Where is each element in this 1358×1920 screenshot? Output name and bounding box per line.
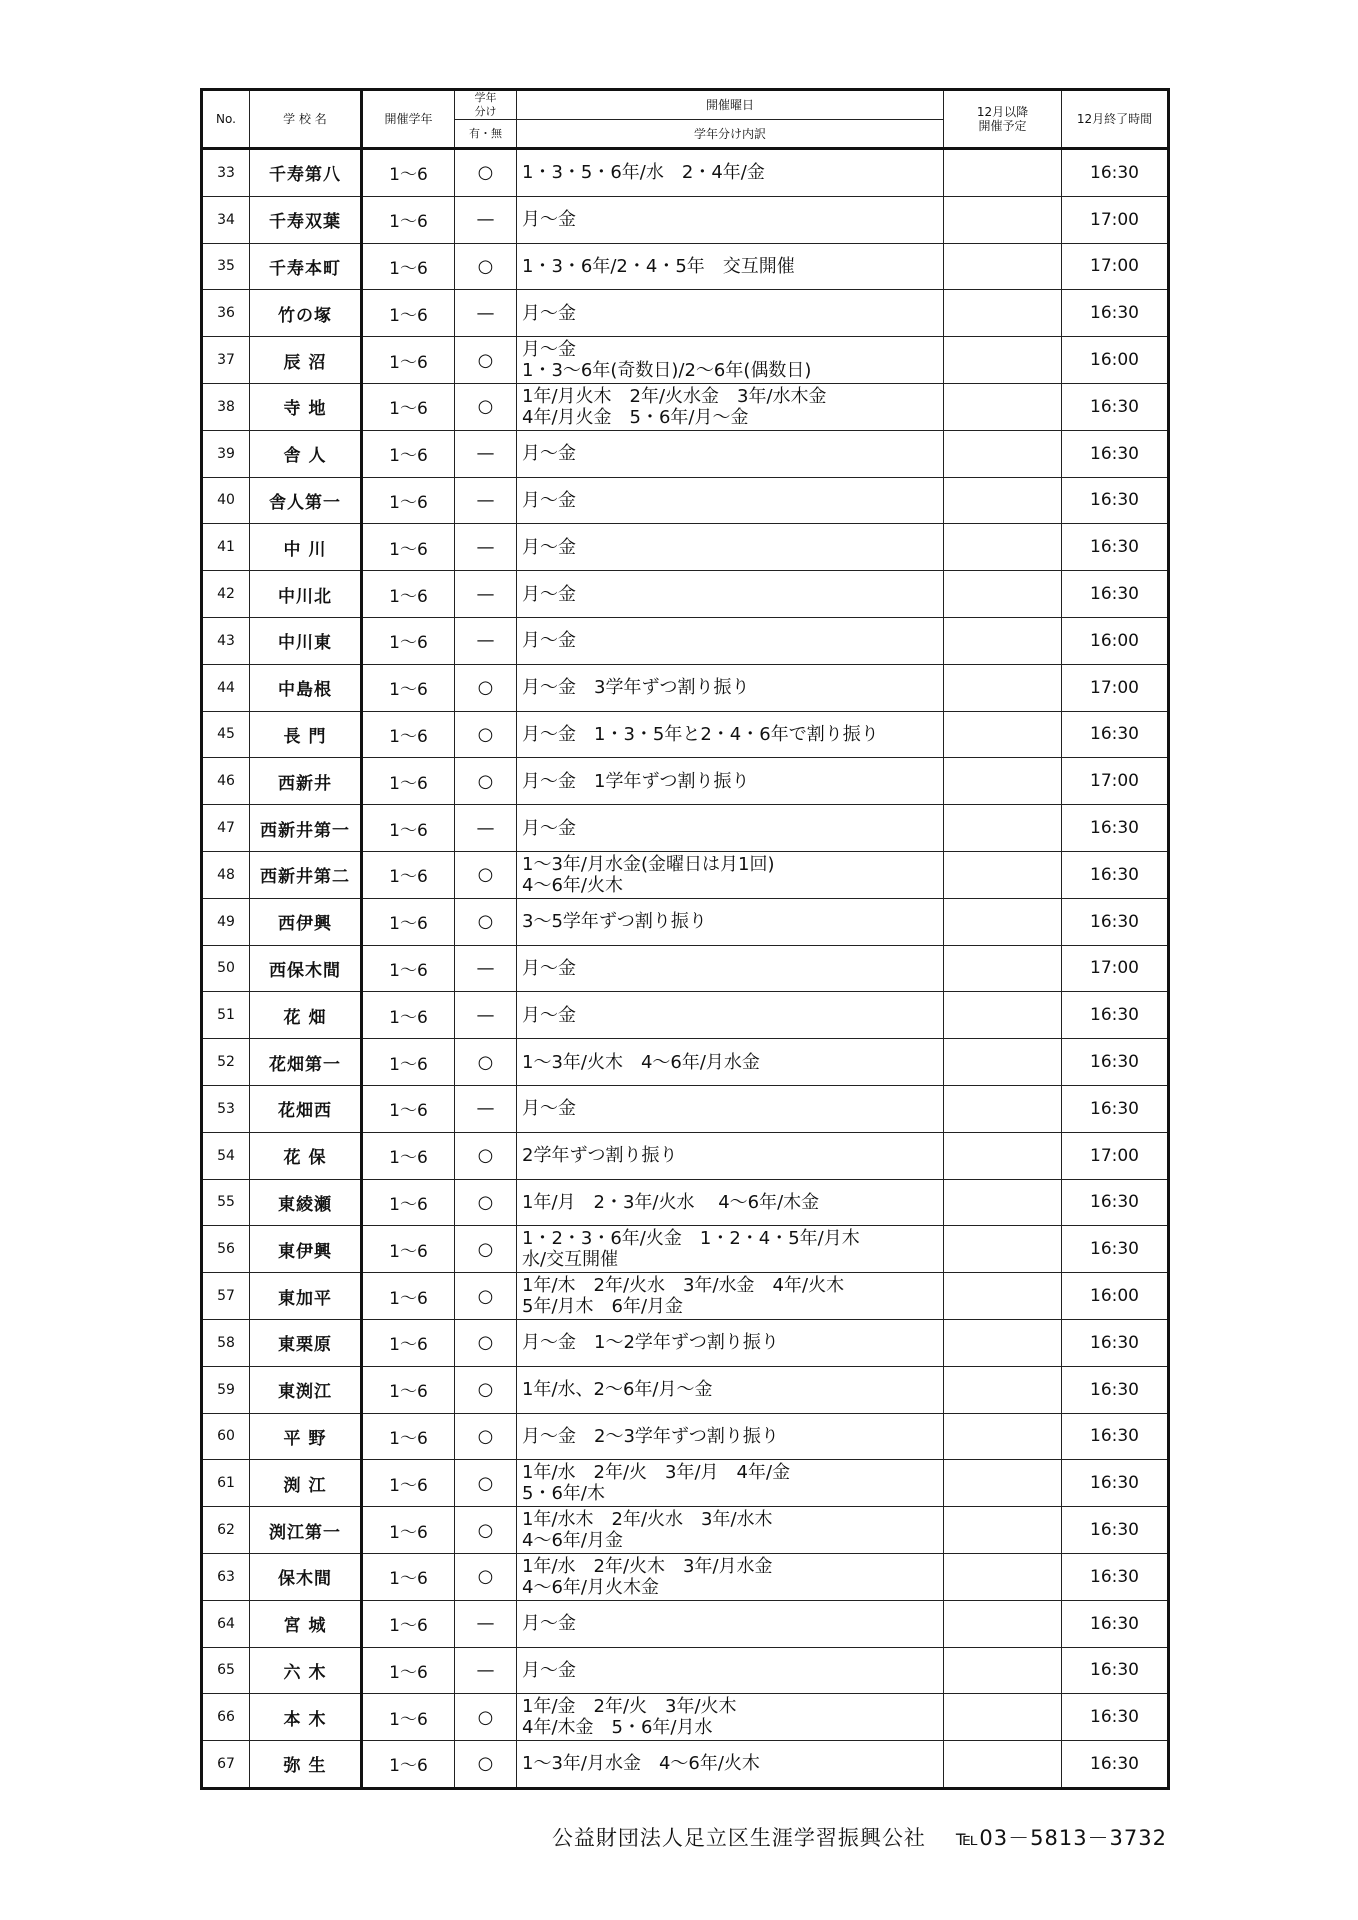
row-grades: 1～6 — [362, 1226, 455, 1273]
row-detail: 月～金 2～3学年ずつ割り振り — [517, 1413, 944, 1460]
row-split: ○ — [455, 711, 517, 758]
row-school: 竹の塚 — [250, 290, 362, 337]
row-split: — — [455, 805, 517, 852]
row-split: — — [455, 1647, 517, 1694]
row-no: 46 — [202, 758, 250, 805]
row-school: 中川東 — [250, 617, 362, 664]
row-split: ○ — [455, 1507, 517, 1554]
table-row — [202, 1226, 1169, 1273]
row-no: 39 — [202, 430, 250, 477]
row-split: ○ — [455, 1694, 517, 1741]
row-no: 38 — [202, 383, 250, 430]
row-time: 16:30 — [1062, 1647, 1169, 1694]
row-time: 17:00 — [1062, 196, 1169, 243]
row-grades: 1～6 — [362, 524, 455, 571]
row-split: — — [455, 617, 517, 664]
row-plan — [944, 1553, 1062, 1600]
row-school: 千寿第八 — [250, 149, 362, 197]
footer-tel: ℡03－5813－3732 — [955, 1826, 1167, 1850]
row-no: 65 — [202, 1647, 250, 1694]
table-row — [202, 945, 1169, 992]
row-split: ○ — [455, 898, 517, 945]
row-split: — — [455, 290, 517, 337]
row-grades: 1～6 — [362, 711, 455, 758]
row-school: 西伊興 — [250, 898, 362, 945]
row-time: 16:30 — [1062, 1460, 1169, 1507]
row-plan — [944, 1226, 1062, 1273]
row-plan — [944, 1694, 1062, 1741]
row-detail: 1年/月 2・3年/火水 4～6年/木金 — [517, 1179, 944, 1226]
row-plan — [944, 383, 1062, 430]
row-grades: 1～6 — [362, 1694, 455, 1741]
row-no: 52 — [202, 1039, 250, 1086]
row-split: — — [455, 945, 517, 992]
row-plan — [944, 1413, 1062, 1460]
row-detail: 1～3年/月水金 4～6年/火木 — [517, 1741, 944, 1789]
row-grades: 1～6 — [362, 945, 455, 992]
row-no: 44 — [202, 664, 250, 711]
row-plan — [944, 1179, 1062, 1226]
row-grades: 1～6 — [362, 571, 455, 618]
row-school: 千寿本町 — [250, 243, 362, 290]
row-detail: 月～金 1～2学年ずつ割り振り — [517, 1319, 944, 1366]
row-plan — [944, 758, 1062, 805]
row-school: 東加平 — [250, 1273, 362, 1320]
row-no: 61 — [202, 1460, 250, 1507]
row-detail: 1年/金 2年/火 3年/火木 4年/木金 5・6年/月水 — [517, 1694, 944, 1741]
footer-organization: 公益財団法人足立区生涯学習振興公社 — [551, 1826, 926, 1850]
table-row — [202, 1132, 1169, 1179]
row-split: ○ — [455, 1273, 517, 1320]
row-no: 37 — [202, 337, 250, 384]
row-time: 16:30 — [1062, 1413, 1169, 1460]
row-split: ○ — [455, 1319, 517, 1366]
row-no: 50 — [202, 945, 250, 992]
row-time: 16:30 — [1062, 571, 1169, 618]
table-row — [202, 898, 1169, 945]
row-split: ○ — [455, 1366, 517, 1413]
row-time: 16:30 — [1062, 1039, 1169, 1086]
table-body — [202, 149, 1169, 1789]
row-time: 16:00 — [1062, 1273, 1169, 1320]
row-school: 西新井第一 — [250, 805, 362, 852]
row-detail: 1・2・3・6年/火金 1・2・4・5年/月木 水/交互開催 — [517, 1226, 944, 1273]
row-grades: 1～6 — [362, 1507, 455, 1554]
table-row — [202, 1600, 1169, 1647]
table-row — [202, 758, 1169, 805]
row-school: 西保木間 — [250, 945, 362, 992]
header-no: No. — [202, 90, 250, 149]
row-no: 64 — [202, 1600, 250, 1647]
row-no: 43 — [202, 617, 250, 664]
row-no: 49 — [202, 898, 250, 945]
row-grades: 1～6 — [362, 1273, 455, 1320]
row-no: 41 — [202, 524, 250, 571]
row-plan — [944, 430, 1062, 477]
row-no: 54 — [202, 1132, 250, 1179]
row-detail: 月～金 — [517, 805, 944, 852]
row-school: 六 木 — [250, 1647, 362, 1694]
row-grades: 1～6 — [362, 1741, 455, 1789]
row-school: 中 川 — [250, 524, 362, 571]
row-detail: 月～金 1・3～6年(奇数日)/2～6年(偶数日) — [517, 337, 944, 384]
row-school: 東伊興 — [250, 1226, 362, 1273]
row-grades: 1～6 — [362, 1132, 455, 1179]
row-split: — — [455, 524, 517, 571]
row-plan — [944, 290, 1062, 337]
schedule-table — [200, 88, 1170, 1790]
row-school: 平 野 — [250, 1413, 362, 1460]
table-row — [202, 805, 1169, 852]
row-no: 35 — [202, 243, 250, 290]
header-december-plan: 12月以降 開催予定 — [944, 90, 1062, 149]
row-grades: 1～6 — [362, 1553, 455, 1600]
row-no: 33 — [202, 149, 250, 197]
table-row — [202, 243, 1169, 290]
row-school: 花 保 — [250, 1132, 362, 1179]
row-detail: 月～金 — [517, 945, 944, 992]
row-split: — — [455, 430, 517, 477]
schedule-sheet — [200, 88, 1167, 1790]
row-time: 17:00 — [1062, 664, 1169, 711]
row-no: 66 — [202, 1694, 250, 1741]
row-grades: 1～6 — [362, 617, 455, 664]
row-grades: 1～6 — [362, 337, 455, 384]
row-split: ○ — [455, 1039, 517, 1086]
table-row — [202, 1507, 1169, 1554]
row-grades: 1～6 — [362, 851, 455, 898]
row-grades: 1～6 — [362, 383, 455, 430]
row-grades: 1～6 — [362, 1039, 455, 1086]
row-plan — [944, 1460, 1062, 1507]
row-plan — [944, 992, 1062, 1039]
row-detail: 2学年ずつ割り振り — [517, 1132, 944, 1179]
row-no: 58 — [202, 1319, 250, 1366]
row-split: ○ — [455, 149, 517, 197]
row-detail: 1年/月火木 2年/火水金 3年/水木金 4年/月火金 5・6年/月～金 — [517, 383, 944, 430]
row-split: ○ — [455, 1741, 517, 1789]
row-plan — [944, 1273, 1062, 1320]
row-school: 弥 生 — [250, 1741, 362, 1789]
row-split: — — [455, 571, 517, 618]
row-time: 16:30 — [1062, 1319, 1169, 1366]
row-no: 56 — [202, 1226, 250, 1273]
row-split: ○ — [455, 1553, 517, 1600]
row-school: 渕江第一 — [250, 1507, 362, 1554]
row-split: ○ — [455, 337, 517, 384]
header-split-bottom: 有・無 — [455, 120, 517, 149]
row-time: 16:30 — [1062, 290, 1169, 337]
row-detail: 1年/水木 2年/火水 3年/水木 4～6年/月金 — [517, 1507, 944, 1554]
table-row — [202, 1319, 1169, 1366]
row-detail: 月～金 — [517, 1085, 944, 1132]
row-time: 17:00 — [1062, 1132, 1169, 1179]
row-no: 55 — [202, 1179, 250, 1226]
table-row — [202, 571, 1169, 618]
row-school: 中川北 — [250, 571, 362, 618]
row-time: 16:30 — [1062, 430, 1169, 477]
row-split: ○ — [455, 1226, 517, 1273]
row-time: 16:30 — [1062, 1226, 1169, 1273]
row-no: 42 — [202, 571, 250, 618]
row-time: 16:30 — [1062, 1179, 1169, 1226]
row-time: 16:00 — [1062, 337, 1169, 384]
row-plan — [944, 1039, 1062, 1086]
row-time: 16:30 — [1062, 805, 1169, 852]
row-plan — [944, 711, 1062, 758]
row-split: ○ — [455, 1460, 517, 1507]
table-row — [202, 851, 1169, 898]
row-no: 48 — [202, 851, 250, 898]
table-row — [202, 1460, 1169, 1507]
row-no: 67 — [202, 1741, 250, 1789]
row-detail: 月～金 — [517, 571, 944, 618]
row-detail: 1年/水 2年/火 3年/月 4年/金 5・6年/木 — [517, 1460, 944, 1507]
row-grades: 1～6 — [362, 243, 455, 290]
row-detail: 1～3年/月水金(金曜日は月1回) 4～6年/火木 — [517, 851, 944, 898]
row-school: 西新井 — [250, 758, 362, 805]
header-weekday: 開催曜日 — [517, 90, 944, 120]
table-row — [202, 711, 1169, 758]
row-plan — [944, 898, 1062, 945]
table-row — [202, 196, 1169, 243]
row-grades: 1～6 — [362, 805, 455, 852]
row-grades: 1～6 — [362, 1085, 455, 1132]
row-split: ○ — [455, 1179, 517, 1226]
table-row — [202, 1366, 1169, 1413]
row-no: 36 — [202, 290, 250, 337]
row-plan — [944, 617, 1062, 664]
row-school: 花畑西 — [250, 1085, 362, 1132]
table-row — [202, 664, 1169, 711]
row-school: 長 門 — [250, 711, 362, 758]
row-detail: 1年/水、2～6年/月～金 — [517, 1366, 944, 1413]
row-time: 16:30 — [1062, 898, 1169, 945]
row-split: ○ — [455, 758, 517, 805]
table-row — [202, 477, 1169, 524]
table-row — [202, 1039, 1169, 1086]
row-grades: 1～6 — [362, 1413, 455, 1460]
row-school: 渕 江 — [250, 1460, 362, 1507]
row-plan — [944, 945, 1062, 992]
row-plan — [944, 805, 1062, 852]
table-row — [202, 1273, 1169, 1320]
row-detail: 1・3・6年/2・4・5年 交互開催 — [517, 243, 944, 290]
header-split-top: 学年 分け — [455, 90, 517, 120]
row-grades: 1～6 — [362, 664, 455, 711]
row-plan — [944, 243, 1062, 290]
row-plan — [944, 851, 1062, 898]
table-row — [202, 1694, 1169, 1741]
row-split: ○ — [455, 1132, 517, 1179]
row-grades: 1～6 — [362, 290, 455, 337]
row-time: 16:30 — [1062, 149, 1169, 197]
row-grades: 1～6 — [362, 477, 455, 524]
row-no: 45 — [202, 711, 250, 758]
row-detail: 月～金 — [517, 477, 944, 524]
header-school: 学 校 名 — [250, 90, 362, 149]
row-plan — [944, 1741, 1062, 1789]
row-school: 花畑第一 — [250, 1039, 362, 1086]
row-plan — [944, 1132, 1062, 1179]
row-school: 寺 地 — [250, 383, 362, 430]
row-plan — [944, 1600, 1062, 1647]
row-school: 西新井第二 — [250, 851, 362, 898]
row-school: 舎 人 — [250, 430, 362, 477]
table-row — [202, 1553, 1169, 1600]
row-no: 51 — [202, 992, 250, 1039]
row-school: 本 木 — [250, 1694, 362, 1741]
table-row — [202, 337, 1169, 384]
row-school: 東栗原 — [250, 1319, 362, 1366]
row-split: ○ — [455, 383, 517, 430]
table-row — [202, 149, 1169, 197]
row-time: 16:30 — [1062, 711, 1169, 758]
row-time: 16:30 — [1062, 1085, 1169, 1132]
row-plan — [944, 149, 1062, 197]
row-split: — — [455, 477, 517, 524]
row-no: 63 — [202, 1553, 250, 1600]
row-time: 16:30 — [1062, 524, 1169, 571]
row-split: ○ — [455, 664, 517, 711]
row-split: ○ — [455, 243, 517, 290]
row-no: 57 — [202, 1273, 250, 1320]
row-school: 舎人第一 — [250, 477, 362, 524]
row-detail: 月～金 1・3・5年と2・4・6年で割り振り — [517, 711, 944, 758]
row-time: 17:00 — [1062, 945, 1169, 992]
row-detail: 月～金 — [517, 430, 944, 477]
row-detail: 1～3年/火木 4～6年/月水金 — [517, 1039, 944, 1086]
row-no: 62 — [202, 1507, 250, 1554]
header-december-end: 12月終了時間 — [1062, 90, 1169, 149]
row-school: 辰 沼 — [250, 337, 362, 384]
row-no: 47 — [202, 805, 250, 852]
row-time: 16:30 — [1062, 1600, 1169, 1647]
table-row — [202, 1741, 1169, 1789]
row-time: 16:30 — [1062, 1694, 1169, 1741]
table-row — [202, 617, 1169, 664]
row-school: 千寿双葉 — [250, 196, 362, 243]
row-school: 宮 城 — [250, 1600, 362, 1647]
row-detail: 月～金 — [517, 992, 944, 1039]
row-grades: 1～6 — [362, 1647, 455, 1694]
table-row — [202, 1647, 1169, 1694]
row-school: 東綾瀬 — [250, 1179, 362, 1226]
row-time: 17:00 — [1062, 758, 1169, 805]
row-no: 59 — [202, 1366, 250, 1413]
row-grades: 1～6 — [362, 1460, 455, 1507]
row-grades: 1～6 — [362, 149, 455, 197]
row-plan — [944, 196, 1062, 243]
row-plan — [944, 524, 1062, 571]
row-plan — [944, 1647, 1062, 1694]
row-detail: 月～金 — [517, 196, 944, 243]
row-detail: 月～金 — [517, 524, 944, 571]
row-plan — [944, 1085, 1062, 1132]
row-plan — [944, 477, 1062, 524]
row-grades: 1～6 — [362, 992, 455, 1039]
row-no: 34 — [202, 196, 250, 243]
row-school: 保木間 — [250, 1553, 362, 1600]
row-time: 16:30 — [1062, 477, 1169, 524]
table-row — [202, 290, 1169, 337]
header-split-detail: 学年分け内訳 — [517, 120, 944, 149]
row-detail: 月～金 3学年ずつ割り振り — [517, 664, 944, 711]
row-detail: 3～5学年ずつ割り振り — [517, 898, 944, 945]
row-grades: 1～6 — [362, 758, 455, 805]
row-detail: 1・3・5・6年/水 2・4年/金 — [517, 149, 944, 197]
row-time: 17:00 — [1062, 243, 1169, 290]
row-detail: 月～金 1学年ずつ割り振り — [517, 758, 944, 805]
row-detail: 月～金 — [517, 290, 944, 337]
row-grades: 1～6 — [362, 1179, 455, 1226]
table-row — [202, 992, 1169, 1039]
row-detail: 1年/木 2年/火水 3年/水金 4年/火木 5年/月木 6年/月金 — [517, 1273, 944, 1320]
row-time: 16:30 — [1062, 992, 1169, 1039]
row-grades: 1～6 — [362, 196, 455, 243]
table-row — [202, 1413, 1169, 1460]
row-detail: 月～金 — [517, 1600, 944, 1647]
table-header — [202, 90, 1169, 149]
row-split: — — [455, 1600, 517, 1647]
row-time: 16:30 — [1062, 1366, 1169, 1413]
header-grades: 開催学年 — [362, 90, 455, 149]
row-grades: 1～6 — [362, 430, 455, 477]
row-split: ○ — [455, 1413, 517, 1460]
row-time: 16:30 — [1062, 1741, 1169, 1789]
table-row — [202, 1085, 1169, 1132]
row-school: 東渕江 — [250, 1366, 362, 1413]
table-row — [202, 383, 1169, 430]
row-time: 16:30 — [1062, 383, 1169, 430]
row-plan — [944, 664, 1062, 711]
table-row — [202, 524, 1169, 571]
row-plan — [944, 1319, 1062, 1366]
row-no: 60 — [202, 1413, 250, 1460]
row-grades: 1～6 — [362, 1600, 455, 1647]
row-time: 16:30 — [1062, 1507, 1169, 1554]
footer — [200, 1822, 1167, 1852]
row-plan — [944, 1507, 1062, 1554]
row-plan — [944, 337, 1062, 384]
row-grades: 1～6 — [362, 898, 455, 945]
row-detail: 1年/水 2年/火木 3年/月水金 4～6年/月火木金 — [517, 1553, 944, 1600]
row-time: 16:00 — [1062, 617, 1169, 664]
row-split: — — [455, 1085, 517, 1132]
row-school: 花 畑 — [250, 992, 362, 1039]
row-grades: 1～6 — [362, 1319, 455, 1366]
row-grades: 1～6 — [362, 1366, 455, 1413]
table-row — [202, 1179, 1169, 1226]
row-split: — — [455, 992, 517, 1039]
row-time: 16:30 — [1062, 1553, 1169, 1600]
row-no: 40 — [202, 477, 250, 524]
table-row — [202, 430, 1169, 477]
row-plan — [944, 1366, 1062, 1413]
row-split: ○ — [455, 851, 517, 898]
row-time: 16:30 — [1062, 851, 1169, 898]
row-no: 53 — [202, 1085, 250, 1132]
row-school: 中島根 — [250, 664, 362, 711]
row-plan — [944, 571, 1062, 618]
row-detail: 月～金 — [517, 1647, 944, 1694]
row-split: — — [455, 196, 517, 243]
row-detail: 月～金 — [517, 617, 944, 664]
